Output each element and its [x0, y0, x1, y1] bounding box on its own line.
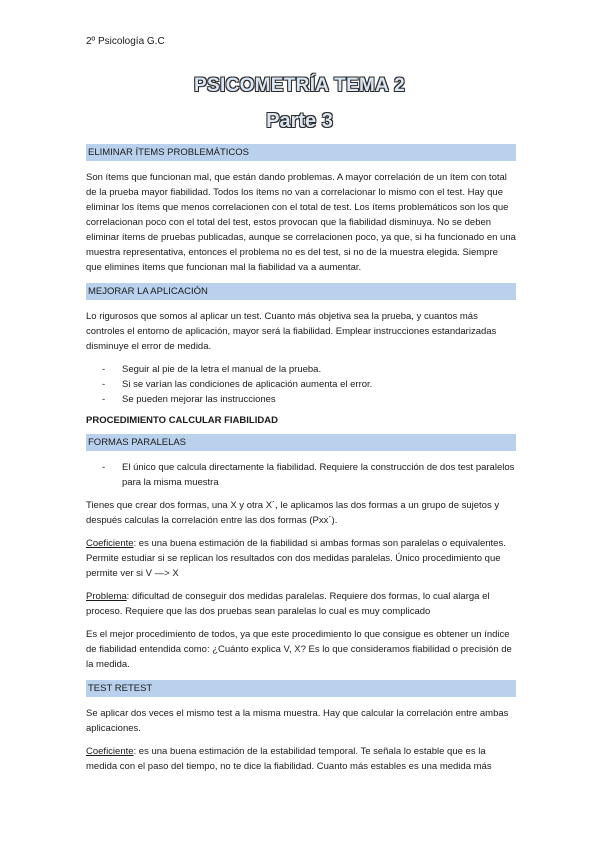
coeficiente-label: Coeficiente [86, 538, 134, 549]
paragraph: Es el mejor procedimiento de todos, ya que este procedimiento lo que consigue es obtener un índice de fiabilidad entendida como: ¿Cuánto explica V, X? Es lo que consideramos fiabilidad o precisión de la medida. [86, 629, 512, 670]
paragraph: Lo rigurosos que somos al aplicar un test. Cuanto más objetiva sea la prueba, y cuantos más controles el entorno de aplicación, mayor será la fiabilidad. Emplear instrucciones estandarizadas disminuye el error de medida. [86, 311, 497, 352]
problema-text: : dificultad de conseguir dos medidas paralelas. Requiere dos formas, lo cual alarga el proceso. Requiere que las dos pruebas sean paralelas lo cual es muy complicado [86, 591, 490, 617]
bullet-list [86, 362, 516, 407]
paragraph-coeficiente [86, 536, 516, 581]
list-item-text: El único que calcula directamente la fiabilidad. Requiere la construcción de dos test paralelos para la misma muestra [122, 462, 515, 488]
paragraph: Tienes que crear dos formas, una X y otra X´, le aplicamos las dos formas a un grupo de sujetos y después calculas la correlación entre las dos formas (Pxx´). [86, 500, 500, 526]
list-item [86, 460, 516, 490]
section-heading-formas-paralelas: FORMAS PARALELAS [86, 434, 516, 451]
dash-bullet: - [102, 394, 106, 405]
page-title: PSICOMETRÍA TEMA 2 [194, 75, 405, 96]
list-item [86, 377, 516, 392]
list-item-text: Si se varían las condiciones de aplicación aumenta el error. [122, 379, 373, 390]
paragraph: Son ítems que funcionan mal, que están dando problemas. A mayor correlación de un ítem con total de la prueba mayor fiabilidad. Todos los ítems no van a correlacionar lo mismo con el test. Hay que eliminar los ítems que menos correlacionen con el total de test. Los ítems problemáticos son los que correlacionan poco con el total del test, estos provocan que la fiabilidad disminuya. No se deben eliminar ítems de pruebas publicadas, aunque se correlacionen poco, ya que, si ha funcionado en una muestra representativa, entonces el problema no es del test, si no de la muestra elegida. Siempre que elimines ítems que funcionan mal la fiabilidad va a aumentar. [86, 172, 516, 273]
list-item [86, 362, 516, 377]
coeficiente-text: : es una buena estimación de la estabilidad temporal. Te señala lo estable que es la medida con el paso del tiempo, no te dice la fiabilidad. Cuanto más estables es una medida más [86, 746, 492, 772]
dash-bullet: - [102, 364, 106, 375]
section-heading-eliminar-items: ELIMINAR ÍTEMS PROBLEMÁTICOS [86, 144, 516, 161]
dash-bullet: - [102, 462, 106, 473]
paragraph-coeficiente [86, 744, 516, 774]
list-item-text: Se pueden mejorar las instrucciones [122, 394, 276, 405]
header-note: 2º Psicología G.C [86, 36, 165, 47]
page-subtitle: Parte 3 [266, 110, 333, 132]
document-body [86, 144, 516, 782]
problema-label: Problema [86, 591, 127, 602]
coeficiente-text: : es una buena estimación de la fiabilidad si ambas formas son paralelas o equivalentes. Permite estudiar si se replican los resultados con dos medidas paralelas. Único procedimiento que permite ver si V —> X [86, 538, 506, 579]
coeficiente-label: Coeficiente [86, 746, 134, 757]
paragraph: Se aplicar dos veces el mismo test a la misma muestra. Hay que calcular la correlación entre ambas aplicaciones. [86, 708, 509, 734]
dash-bullet: - [102, 379, 106, 390]
bullet-list [86, 460, 516, 490]
section-heading-mejorar-aplicacion: MEJORAR LA APLICACIÓN [86, 283, 516, 300]
paragraph-problema [86, 589, 516, 619]
list-item-text: Seguir al pie de la letra el manual de la prueba. [122, 364, 322, 375]
list-item [86, 392, 516, 407]
section-heading-test-retest: TEST RETEST [86, 680, 516, 697]
procedure-heading: PROCEDIMIENTO CALCULAR FIABILIDAD [86, 415, 278, 426]
